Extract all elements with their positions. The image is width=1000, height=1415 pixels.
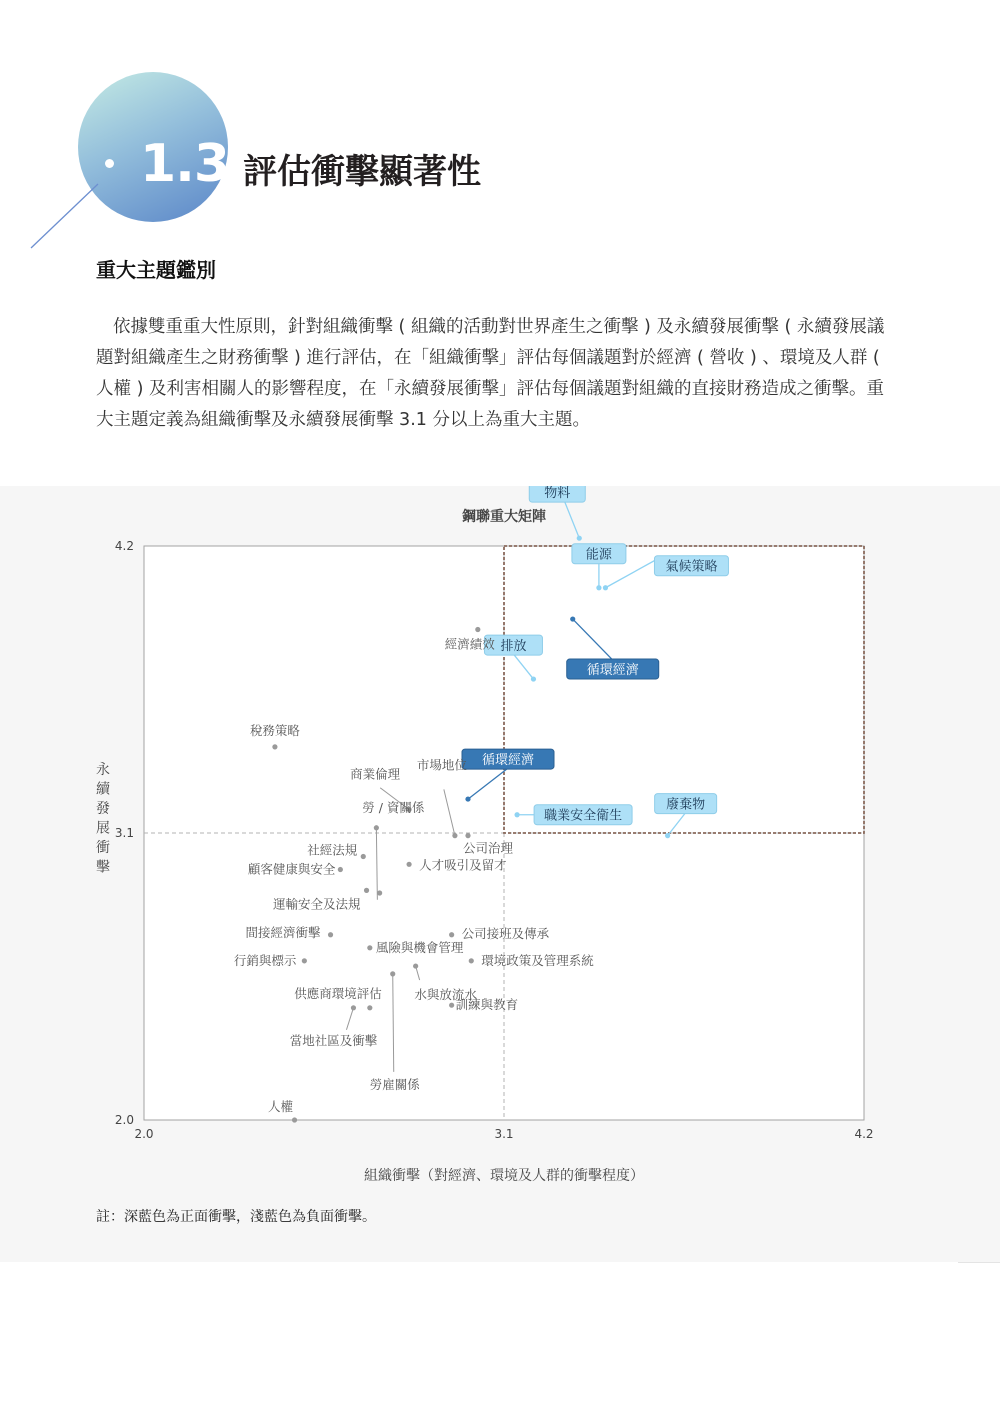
topic-label: 市場地位 — [416, 757, 467, 773]
materiality-matrix-panel — [0, 486, 1000, 1262]
data-point — [514, 812, 519, 817]
data-point — [390, 971, 395, 976]
page-edge-mark — [958, 1262, 1000, 1263]
data-point — [361, 854, 366, 859]
data-point — [577, 536, 582, 541]
data-point — [413, 963, 418, 968]
x-axis-label: 組織衝擊（對經濟、環境及人群的衝擊程度） — [364, 1168, 644, 1184]
topic-label: 社經法規 — [307, 842, 358, 858]
y-axis-label: 永續發展衝擊 — [96, 762, 110, 876]
x-tick-label: 2.0 — [134, 1127, 154, 1141]
topic-label: 訓練與教育 — [455, 997, 519, 1013]
data-point — [475, 627, 480, 632]
chart-footnote: 註：深藍色為正面衝擊，淺藍色為負面衝擊。 — [96, 1209, 376, 1225]
topic-label: 風險與機會管理 — [375, 939, 464, 955]
data-point — [367, 945, 372, 950]
topic-label: 行銷與標示 — [233, 952, 297, 968]
topic-label: 公司接班及傳承 — [461, 925, 550, 941]
data-point — [351, 1005, 356, 1010]
data-point — [302, 958, 307, 963]
data-point — [665, 833, 670, 838]
subsection-title: 重大主題鑑別 — [96, 258, 216, 282]
topic-label: 供應商環境評估 — [294, 985, 382, 1001]
topic-label: 排放 — [500, 639, 527, 655]
data-point — [596, 585, 601, 590]
bullet-dot — [105, 159, 114, 168]
y-tick-label: 4.2 — [114, 539, 134, 553]
topic-label: 物料 — [544, 486, 571, 502]
data-point — [452, 833, 457, 838]
topic-label: 顧客健康與安全 — [247, 861, 336, 877]
data-point — [338, 867, 343, 872]
topic-label: 勞 / 資關係 — [362, 799, 425, 815]
y-tick-label: 3.1 — [114, 826, 134, 840]
topic-label: 能源 — [585, 547, 612, 563]
section-title: 評估衝擊顯著性 — [243, 152, 481, 192]
topic-label: 廢棄物 — [666, 797, 706, 813]
topic-label: 經濟績效 — [444, 636, 495, 652]
x-tick-label: 4.2 — [854, 1127, 874, 1141]
intro-paragraph: 依據雙重重大性原則，針對組織衝擊 ( 組織的活動對世界產生之衝擊 ) 及永續發展衝擊 ( 永續發展議題對組織產生之財務衝擊 ) 進行評估，在「組織衝擊」評估每個議題對於經濟 ( 營收 ) 、環境及人群 ( 人權 ) 及利害相關人的影響程度，在「永續發展衝擊」評估每個議題對組織的直接財務造成之衝擊。重大主題定義為組織衝擊及永續發展衝擊 3.1 分以上為重大主題。 — [96, 317, 885, 430]
data-point — [292, 1117, 297, 1122]
topic-label: 循環經濟 — [481, 753, 535, 769]
data-point — [272, 744, 277, 749]
topic-label: 人才吸引及留才 — [419, 857, 507, 873]
topic-label: 循環經濟 — [586, 663, 639, 679]
topic-label: 職業安全衛生 — [544, 808, 623, 824]
data-point — [377, 890, 382, 895]
y-tick-label: 2.0 — [114, 1113, 134, 1127]
topic-label: 公司治理 — [462, 840, 514, 856]
data-point — [531, 676, 536, 681]
topic-label: 稅務策略 — [249, 722, 300, 738]
topic-label: 勞雇關係 — [369, 1076, 420, 1092]
topic-label: 運輸安全及法規 — [273, 896, 361, 912]
data-point — [374, 825, 379, 830]
data-point — [603, 585, 608, 590]
data-point — [449, 1003, 454, 1008]
data-point — [328, 932, 333, 937]
topic-label: 當地社區及衝擊 — [289, 1032, 378, 1048]
materiality-matrix-chart — [0, 486, 1000, 1262]
data-point — [570, 616, 575, 621]
data-point — [465, 833, 470, 838]
topic-label: 人權 — [268, 1099, 294, 1114]
topic-label: 水與放流水 — [414, 987, 477, 1003]
data-point — [364, 888, 369, 893]
topic-label: 氣候策略 — [665, 559, 718, 575]
topic-label: 環境政策及管理系統 — [481, 952, 594, 968]
data-point — [406, 862, 411, 867]
data-point — [367, 1005, 372, 1010]
x-tick-label: 3.1 — [494, 1127, 514, 1141]
topic-label: 商業倫理 — [350, 766, 401, 782]
topic-label: 間接經濟衝擊 — [245, 924, 321, 940]
data-point — [465, 796, 470, 801]
data-point — [449, 932, 454, 937]
data-point — [469, 958, 474, 963]
decorative-diagonal-line — [0, 0, 240, 260]
chart-title: 鋼聯重大矩陣 — [462, 509, 546, 525]
section-number: 1.3 — [140, 134, 230, 194]
